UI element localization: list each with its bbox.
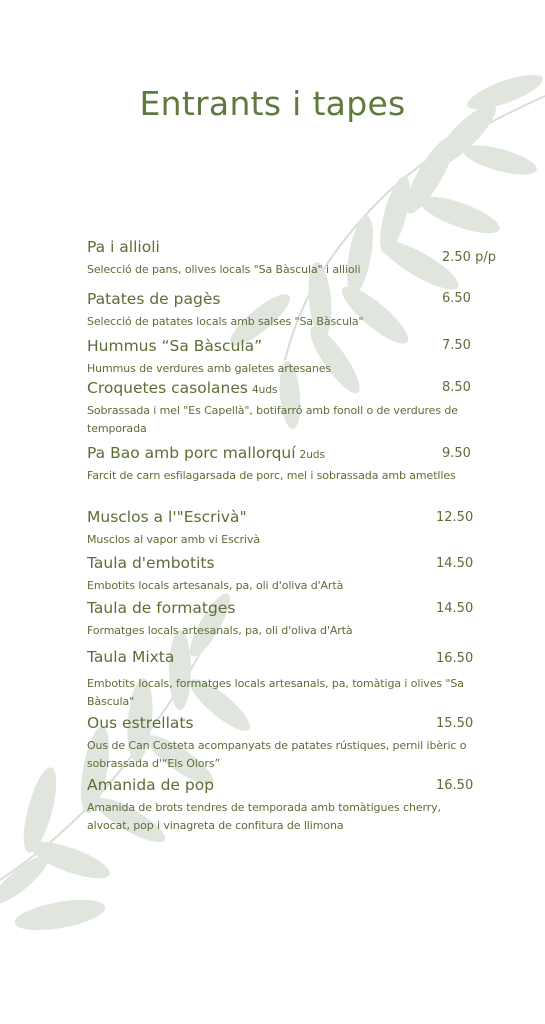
item-name: Taula de formatges [87, 599, 236, 617]
item-description: Sobrassada i mel "Es Capellà", botifarró amb fonoll o de verdures de temporada [87, 404, 458, 435]
item-description: Farcit de carn esfilagarsada de porc, mel i sobrassada amb ametlles [87, 469, 456, 482]
item-price: 16.50 [436, 778, 474, 793]
item-description: Ous de Can Costeta acompanyats de patates rústiques, pernil ibèric o sobrassada d'“Els Olors” [87, 739, 467, 770]
item-price: 7.50 [442, 338, 471, 353]
item-name: Taula Mixta [87, 648, 175, 666]
item-qty: 2uds [299, 449, 326, 461]
item-price: 14.50 [436, 556, 474, 571]
item-name: Croquetes casolanes [87, 379, 248, 397]
item-name: Musclos a l'"Escrivà" [87, 508, 247, 526]
item-qty: 4uds [251, 384, 278, 396]
item-description: Amanida de brots tendres de temporada amb tomàtigues cherry, alvocat, pop i vinagreta de confitura de llimona [87, 801, 441, 832]
item-description: Embotits locals, formatges locals artesanals, pa, tomàtiga i olives "Sa Bàscula" [87, 677, 464, 708]
item-price: 14.50 [436, 601, 474, 616]
item-price: 15.50 [436, 716, 474, 731]
item-name: Patates de pagès [87, 290, 221, 308]
item-description: Selecció de patates locals amb salses "Sa Bàscula" [87, 315, 364, 328]
item-name: Taula d'embotits [87, 554, 215, 572]
item-price: 12.50 [436, 510, 474, 525]
item-name: Pa Bao amb porc mallorquí [87, 444, 296, 462]
item-price: 9.50 [442, 446, 471, 461]
item-price: 8.50 [442, 380, 471, 395]
item-name: Pa i allioli [87, 238, 160, 256]
item-name: Ous estrellats [87, 714, 194, 732]
item-description: Formatges locals artesanals, pa, oli d'oliva d'Artà [87, 624, 353, 637]
item-name: Amanida de pop [87, 776, 215, 794]
item-description: Musclos al vapor amb vi Escrivà [87, 533, 260, 546]
item-description: Embotits locals artesanals, pa, oli d'oliva d'Artà [87, 579, 344, 592]
item-name: Hummus “Sa Bàscula” [87, 337, 263, 355]
page-title: Entrants i tapes [139, 84, 406, 123]
item-price: 2.50 p/p [442, 250, 496, 265]
item-description: Selecció de pans, olives locals "Sa Bàscula" i allioli [87, 263, 361, 276]
item-description: Hummus de verdures amb galetes artesanes [87, 362, 332, 375]
item-price: 16.50 [436, 651, 474, 666]
item-price: 6.50 [442, 291, 471, 306]
